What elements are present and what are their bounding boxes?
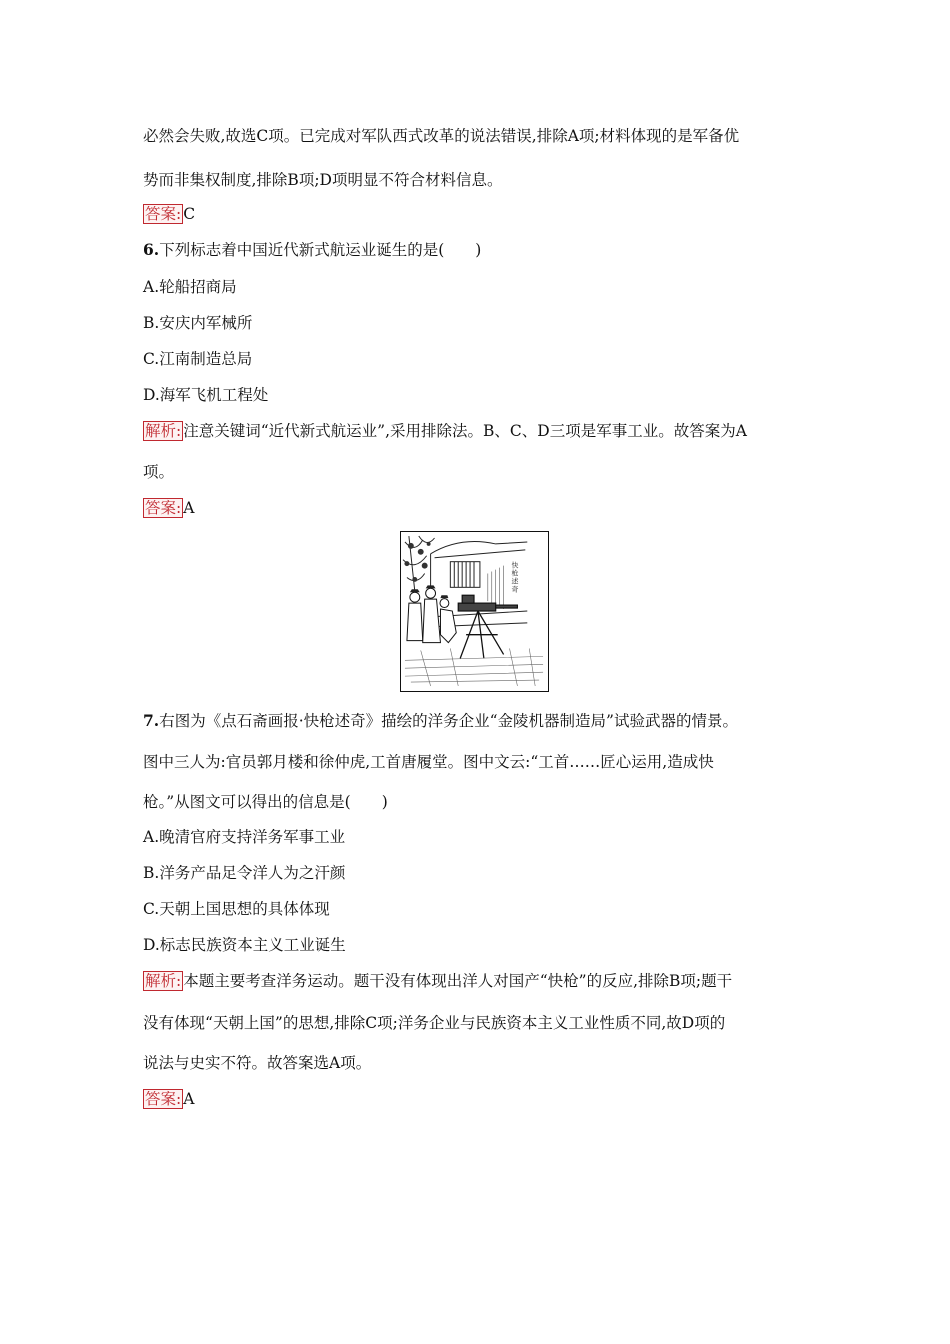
q7-number: 7. xyxy=(143,711,160,730)
figure-caption-glyph-4: 奇 xyxy=(511,585,519,594)
q7-option-d: D.标志民族资本主义工业诞生 xyxy=(143,936,346,954)
q7-analysis-line1 xyxy=(143,971,823,991)
q7-answer-value: A xyxy=(183,1090,195,1108)
q7-analysis-line2: 没有体现“天朝上国”的思想,排除C项;洋务企业与民族资本主义工业性质不同,故D项的 xyxy=(143,1014,726,1032)
illustration-quick-gun xyxy=(400,531,549,692)
answer-label: 答案: xyxy=(145,1090,182,1108)
q6-analysis-line1 xyxy=(143,421,823,441)
q7-stem-line2: 图中三人为:官员郭月楼和徐仲虎,工首唐履堂。图中文云:“工首……匠心运用,造成快 xyxy=(143,753,714,771)
q5-analysis-line1: 必然会失败,故选C项。已完成对军队西式改革的说法错误,排除A项;材料体现的是军备优 xyxy=(143,127,740,145)
q6-number: 6. xyxy=(143,240,160,259)
q6-analysis-text: 注意关键词“近代新式航运业”,采用排除法。B、C、D三项是军事工业。故答案为A xyxy=(183,422,747,440)
q7-analysis-text1: 本题主要考查洋务运动。题干没有体现出洋人对国产“快枪”的反应,排除B项;题干 xyxy=(183,972,733,990)
figure-caption-glyph-3: 述 xyxy=(511,577,519,586)
q7-option-a: A.晚清官府支持洋务军事工业 xyxy=(143,828,346,846)
answer-label: 答案: xyxy=(145,205,182,223)
q6-option-a: A.轮船招商局 xyxy=(143,278,237,296)
q7-stem-text1: 右图为《点石斋画报·快枪述奇》描绘的洋务企业“金陵机器制造局”试验武器的情景。 xyxy=(159,712,738,730)
q6-answer-value: A xyxy=(183,499,195,517)
q6-option-b: B.安庆内军械所 xyxy=(143,314,253,332)
q5-answer-value: C xyxy=(183,205,196,223)
analysis-label: 解析: xyxy=(145,972,182,990)
q7-stem-line1 xyxy=(143,711,823,731)
q6-stem xyxy=(143,240,823,260)
q6-stem-text: 下列标志着中国近代新式航运业诞生的是( ) xyxy=(159,241,482,259)
q7-stem-line3: 枪。”从图文可以得出的信息是( ) xyxy=(143,793,388,811)
q7-option-b: B.洋务产品足令洋人为之汗颜 xyxy=(143,864,346,882)
illustration-drawing xyxy=(401,532,548,691)
q5-answer xyxy=(143,204,823,224)
q7-answer xyxy=(143,1089,823,1109)
q7-analysis-line3: 说法与史实不符。故答案选A项。 xyxy=(143,1054,372,1072)
answer-label: 答案: xyxy=(145,499,182,517)
q7-option-c: C.天朝上国思想的具体体现 xyxy=(143,900,330,918)
q6-answer xyxy=(143,498,823,518)
q5-analysis-line2: 势而非集权制度,排除B项;D项明显不符合材料信息。 xyxy=(143,171,503,189)
figure-caption-glyph-2: 枪 xyxy=(511,569,519,578)
figure-caption-glyph-1: 快 xyxy=(511,561,519,570)
q6-analysis-line2: 项。 xyxy=(143,463,175,481)
q6-option-d: D.海军飞机工程处 xyxy=(143,386,269,404)
analysis-label: 解析: xyxy=(145,422,182,440)
q6-option-c: C.江南制造总局 xyxy=(143,350,253,368)
